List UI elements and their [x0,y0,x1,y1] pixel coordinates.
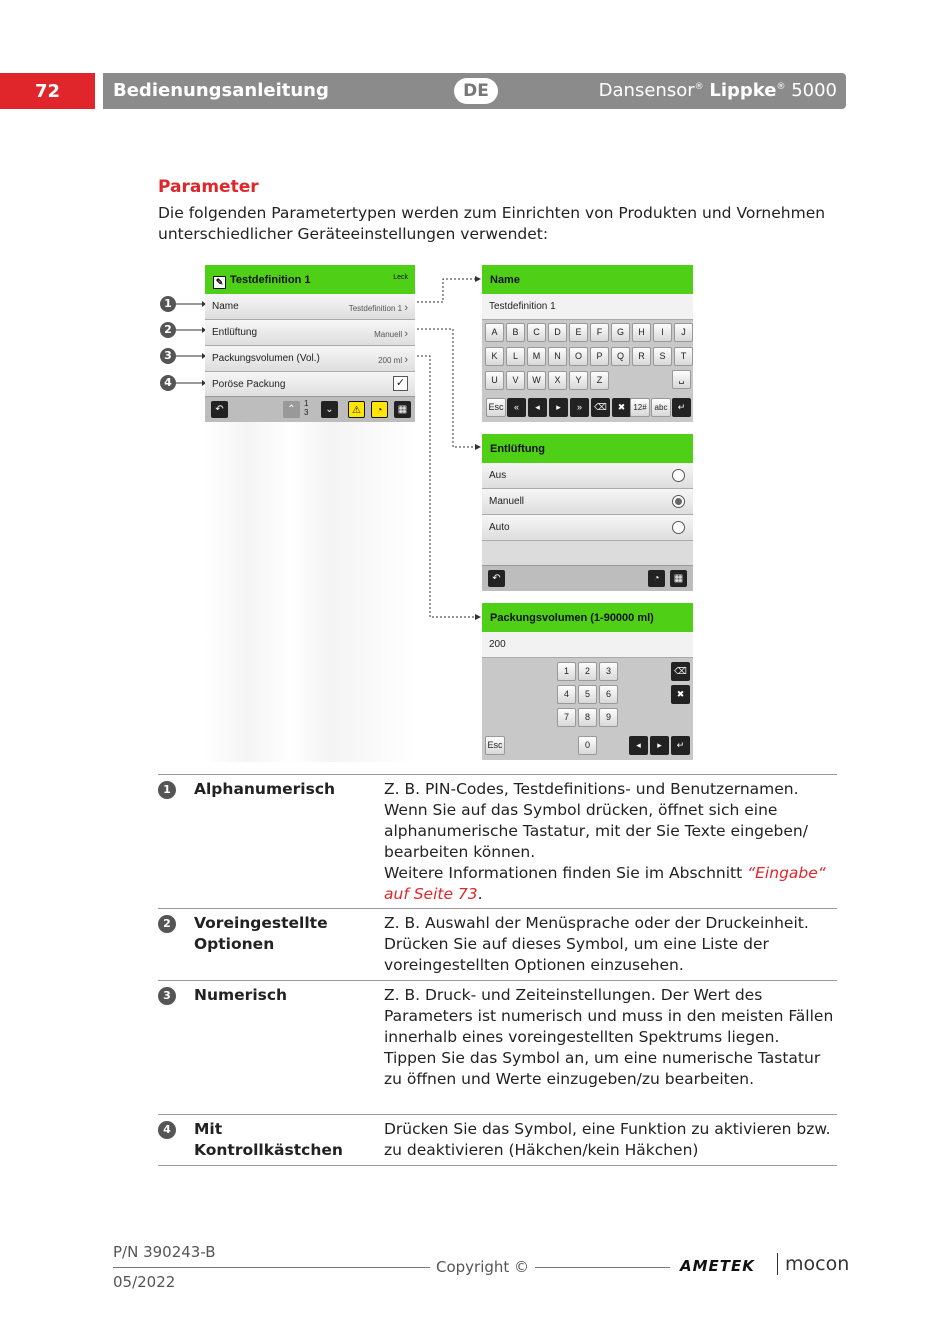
product-name: Dansensor® Lippke® 5000 [598,80,837,101]
letter-key[interactable]: L [506,347,525,366]
ametek-logo: AMETEK [680,1257,755,1275]
letter-key[interactable]: F [590,323,609,342]
copyright: Copyright © [430,1258,535,1276]
row-number: 4 [158,1121,176,1139]
menu-grid-icon[interactable]: ▦ [670,570,687,587]
chevron-right-icon: › [404,328,408,340]
letter-key[interactable]: K [485,347,504,366]
enter-icon[interactable]: ↵ [671,736,690,755]
letter-key[interactable]: T [674,347,693,366]
row-number: 3 [158,987,176,1005]
screen-title: Entlüftung [482,434,693,463]
letter-key[interactable]: B [506,323,525,342]
table-row [158,774,837,908]
screen-header [205,265,415,294]
enter-icon[interactable]: ↵ [672,398,691,417]
letter-key[interactable]: O [569,347,588,366]
page-link[interactable]: “Eingabe“ auf Seite 73 [384,864,826,903]
row-term: Voreingestellte Optionen [194,914,328,953]
radio-selected-icon[interactable] [672,495,685,508]
letter-key[interactable]: C [527,323,546,342]
letter-key[interactable]: I [653,323,672,342]
callout-3: 3 [160,348,176,364]
table-row [158,1114,837,1166]
footer-divider [113,1267,670,1268]
chevron-right-icon: › [404,302,408,314]
left-arrow-icon[interactable]: ◂ [629,736,648,755]
letter-key[interactable]: W [527,371,546,390]
digit-key[interactable]: 7 [557,708,576,727]
numeric-mode-key[interactable]: 12# [630,398,650,417]
section-intro: Die folgenden Parametertypen werden zum Einrichten von Produkten und Vornehmen unterschiedlicher Geräteeinstellungen verwendet: [158,204,826,243]
row-number: 1 [158,781,176,799]
name-input[interactable]: Testdefinition 1 [482,294,693,320]
screen-title: Packungsvolumen (1-90000 ml) [482,603,693,632]
clear-icon[interactable]: ✖ [612,398,631,417]
table-row [158,908,837,980]
edit-icon: ✎ [213,276,226,289]
page-number: 72 [0,73,95,109]
row-name[interactable]: Name Testdefinition 1 › [205,294,415,320]
letter-key[interactable]: Q [611,347,630,366]
screen-title: Name [482,265,693,294]
space-key[interactable]: ␣ [672,370,691,389]
letter-key[interactable]: H [632,323,651,342]
screen-volume [482,603,693,760]
option-manuell[interactable]: Manuell [482,489,693,515]
row-description: Z. B. Auswahl der Menüsprache oder der Druckeinheit. Drücken Sie auf dieses Symbol, um eine Liste der voreingestellten Optionen einzusehen. [384,914,809,974]
letter-key[interactable]: V [506,371,525,390]
back-icon[interactable]: ↶ [488,570,505,587]
option-auto[interactable]: Auto [482,515,693,541]
digit-key[interactable]: 6 [599,685,618,704]
row-description: Drücken Sie das Symbol, eine Funktion zu aktivieren bzw. zu deaktivieren (Häkchen/kein Häkchen) [384,1120,831,1159]
left-arrow-icon[interactable]: ◂ [528,398,547,417]
right-arrow-icon[interactable]: ▸ [650,736,669,755]
digit-key[interactable]: 1 [557,662,576,681]
row-number: 2 [158,915,176,933]
page-up-icon[interactable]: ⌃ [283,401,300,418]
letter-key[interactable]: U [485,371,504,390]
page-indicator: 1 3 [304,399,309,417]
letter-key[interactable]: Z [590,371,609,390]
option-aus[interactable]: Aus [482,463,693,489]
digit-key[interactable]: 3 [599,662,618,681]
letter-key[interactable]: X [548,371,567,390]
home-icon[interactable]: « [507,398,526,417]
callout-2: 2 [160,322,176,338]
esc-key[interactable]: Esc [486,398,506,417]
screen-title: Testdefinition 1 [230,274,311,286]
radio-icon[interactable] [672,521,685,534]
esc-key[interactable]: Esc [485,736,505,755]
alpha-mode-key[interactable]: abc [651,398,671,417]
footer-date: 05/2022 [113,1273,176,1291]
letter-key[interactable]: P [590,347,609,366]
letter-key[interactable]: G [611,323,630,342]
mocon-logo: mocon [777,1253,849,1275]
right-arrow-icon[interactable]: ▸ [549,398,568,417]
bottom-toolbar [482,565,693,591]
mode-label: Leck [393,274,408,281]
page-down-icon[interactable]: ⌄ [321,401,338,418]
letter-key[interactable]: R [632,347,651,366]
table-row [158,980,837,1114]
volume-input[interactable]: 200 [482,632,693,658]
screen-entlueftung [482,434,693,591]
row-term: Mit Kontrollkästchen [194,1120,343,1159]
language-badge: DE [454,78,498,104]
end-icon[interactable]: » [570,398,589,417]
digit-key[interactable]: 2 [578,662,597,681]
callout-1: 1 [160,296,176,312]
row-volume[interactable]: Packungsvolumen (Vol.) 200 ml › [205,346,415,372]
gauge-icon[interactable]: ◔ [371,401,388,418]
page-header [103,73,846,109]
row-porous[interactable]: Poröse Packung ✓ [205,372,415,398]
letter-key[interactable]: D [548,323,567,342]
menu-grid-icon[interactable]: ▦ [394,401,411,418]
screen-name-keyboard [482,265,693,422]
row-description: Z. B. PIN-Codes, Testdefinitions- und Benutzernamen. Wenn Sie auf das Symbol drücken, öffnet sich eine alphanumerische Tastatur, mit der Sie Texte eingeben/ bearbeiten können. Weitere Informationen finden Sie im Abschnitt “Eingabe“ auf Seite 73. [384,780,826,903]
digit-key[interactable]: 0 [578,736,597,755]
bottom-toolbar [205,396,415,422]
digit-key[interactable]: 9 [599,708,618,727]
letter-key[interactable]: A [485,323,504,342]
digit-key[interactable]: 8 [578,708,597,727]
row-term: Numerisch [194,986,288,1004]
part-number: P/N 390243-B [113,1243,216,1261]
gauge-icon[interactable]: ◔ [648,570,665,587]
section-title: Parameter [158,177,259,197]
letter-key[interactable]: Y [569,371,588,390]
row-description: Z. B. Druck- und Zeiteinstellungen. Der Wert des Parameters ist numerisch und muss in den meisten Fällen innerhalb eines voreingestellten Spektrums liegen. Tippen Sie das Symbol an, um eine numerische Tastatur zu öffnen und Werte einzugeben/zu bearbeiten. [384,986,834,1088]
checkbox-checked-icon[interactable]: ✓ [393,376,408,391]
clear-icon[interactable]: ✖ [671,685,690,704]
letter-key[interactable]: E [569,323,588,342]
digit-key[interactable]: 5 [578,685,597,704]
callout-4: 4 [160,375,176,391]
letter-key[interactable]: J [674,323,693,342]
letter-key[interactable]: N [548,347,567,366]
letter-key[interactable]: S [653,347,672,366]
chevron-right-icon: › [404,354,408,366]
row-entlueftung[interactable]: Entlüftung Manuell › [205,320,415,346]
backspace-icon[interactable]: ⌫ [591,398,610,417]
back-icon[interactable]: ↶ [211,401,228,418]
radio-icon[interactable] [672,469,685,482]
screen-test-definition [205,265,415,422]
letter-key[interactable]: M [527,347,546,366]
backspace-icon[interactable]: ⌫ [671,662,690,681]
manual-title: Bedienungsanleitung [113,80,329,101]
row-term: Alphanumerisch [194,780,336,798]
warning-icon[interactable]: ⚠ [348,401,365,418]
digit-key[interactable]: 4 [557,685,576,704]
